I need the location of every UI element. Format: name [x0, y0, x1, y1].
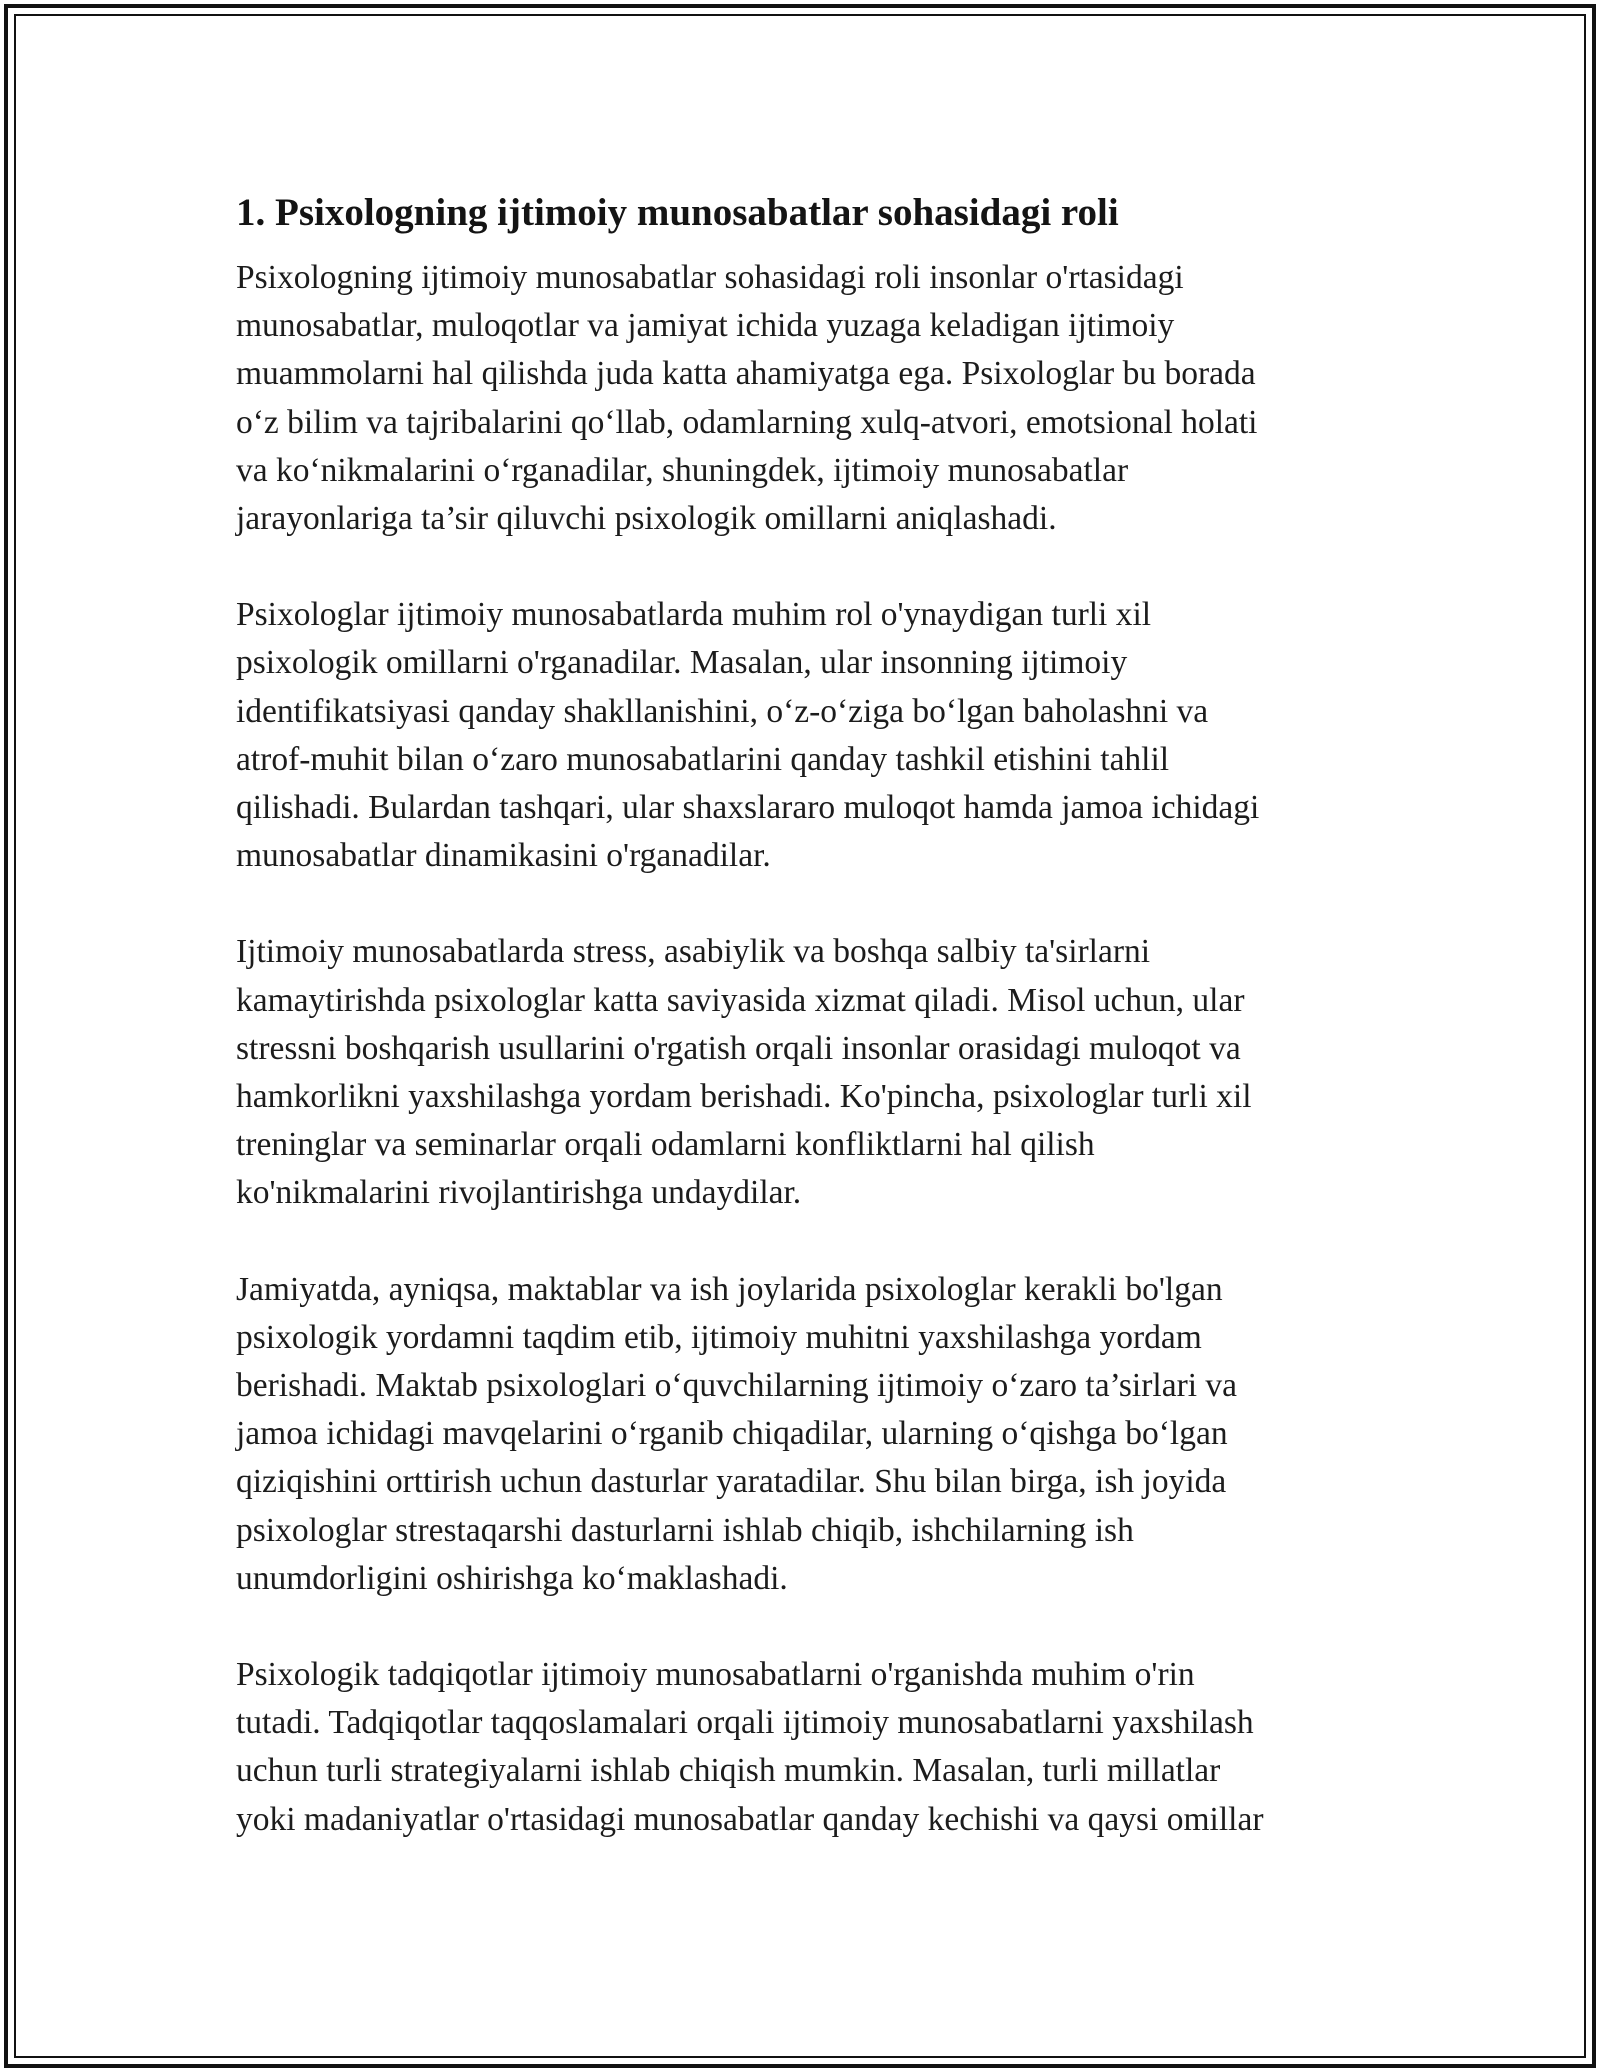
text-line: qilishadi. Bulardan tashqari, ular shaxslararo muloqot hamda jamoa ichidagi	[236, 789, 1260, 827]
text-line: atrof-muhit bilan o‘zaro munosabatlarini qanday tashkil etishini tahlil	[236, 740, 1170, 778]
text-line: Psixologik tadqiqotlar ijtimoiy munosabatlarni o'rganishda muhim o'rin	[236, 1656, 1195, 1694]
text-line: Psixologning ijtimoiy munosabatlar sohasidagi roli insonlar o'rtasidagi	[236, 259, 1184, 296]
paragraph-2	[236, 591, 1386, 880]
text-line: psixologlar strestaqarshi dasturlarni ishlab chiqib, ishchilarning ish	[236, 1511, 1134, 1549]
text-line: berishadi. Maktab psixologlari o‘quvchilarning ijtimoiy o‘zaro ta’sirlari va	[236, 1367, 1238, 1405]
text-line: Ijtimoiy munosabatlarda stress, asabiylik va boshqa salbiy ta'sirlarni	[236, 933, 1151, 971]
paragraph-4	[236, 1266, 1386, 1603]
text-line: o‘z bilim va tajribalarini qo‘llab, odamlarning xulq-atvori, emotsional holati	[236, 403, 1258, 441]
text-line: ko'nikmalarini rivojlantirishga undaydilar.	[236, 1174, 802, 1212]
section-heading: 1. Psixologning ijtimoiy munosabatlar sohasidagi roli	[236, 191, 1119, 234]
text-line: jamoa ichidagi mavqelarini o‘rganib chiqadilar, ularning o‘qishga bo‘lgan	[236, 1415, 1228, 1453]
text-line: jarayonlariga ta’sir qiluvchi psixologik omillarni aniqlashadi.	[236, 500, 1057, 538]
text-line: qiziqishini orttirish uchun dasturlar yaratadilar. Shu bilan birga, ish joyida	[236, 1463, 1227, 1501]
text-line: va ko‘nikmalarini o‘rganadilar, shuningdek, ijtimoiy munosabatlar	[236, 451, 1129, 489]
text-line: yoki madaniyatlar o'rtasidagi munosabatlar qanday kechishi va qaysi omillar	[236, 1800, 1264, 1838]
paragraph-1	[236, 254, 1386, 543]
text-line: psixologik omillarni o'rganadilar. Masalan, ular insonning ijtimoiy	[236, 644, 1128, 682]
text-line: identifikatsiyasi qanday shakllanishini, o‘z-o‘ziga bo‘lgan baholashni va	[236, 692, 1209, 730]
text-line: stressni boshqarish usullarini o'rgatish orqali insonlar orasidagi muloqot va	[236, 1029, 1241, 1067]
text-line: psixologik yordamni taqdim etib, ijtimoiy muhitni yaxshilashga yordam	[236, 1318, 1202, 1356]
text-line: Psixologlar ijtimoiy munosabatlarda muhim rol o'ynaydigan turli xil	[236, 596, 1152, 634]
text-line: kamaytirishda psixologlar katta saviyasida xizmat qiladi. Misol uchun, ular	[236, 981, 1245, 1019]
paragraph-3	[236, 928, 1386, 1217]
text-line: munosabatlar dinamikasini o'rganadilar.	[236, 837, 771, 875]
text-line: unumdorligini oshirishga ko‘maklashadi.	[236, 1559, 788, 1597]
document-body	[236, 186, 1386, 1892]
text-line: munosabatlar, muloqotlar va jamiyat ichida yuzaga keladigan ijtimoiy	[236, 307, 1175, 345]
paragraph-5	[236, 1651, 1386, 1844]
text-line: uchun turli strategiyalarni ishlab chiqish mumkin. Masalan, turli millatlar	[236, 1752, 1221, 1790]
text-line: tutadi. Tadqiqotlar taqqoslamalari orqali ijtimoiy munosabatlarni yaxshilash	[236, 1704, 1254, 1742]
text-line: Jamiyatda, ayniqsa, maktablar va ish joylarida psixologlar kerakli bo'lgan	[236, 1270, 1223, 1308]
text-line: hamkorlikni yaxshilashga yordam berishadi. Ko'pincha, psixologlar turli xil	[236, 1078, 1252, 1116]
text-line: treninglar va seminarlar orqali odamlarni konfliktlarni hal qilish	[236, 1126, 1095, 1164]
text-line: muammolarni hal qilishda juda katta ahamiyatga ega. Psixologlar bu borada	[236, 355, 1256, 393]
